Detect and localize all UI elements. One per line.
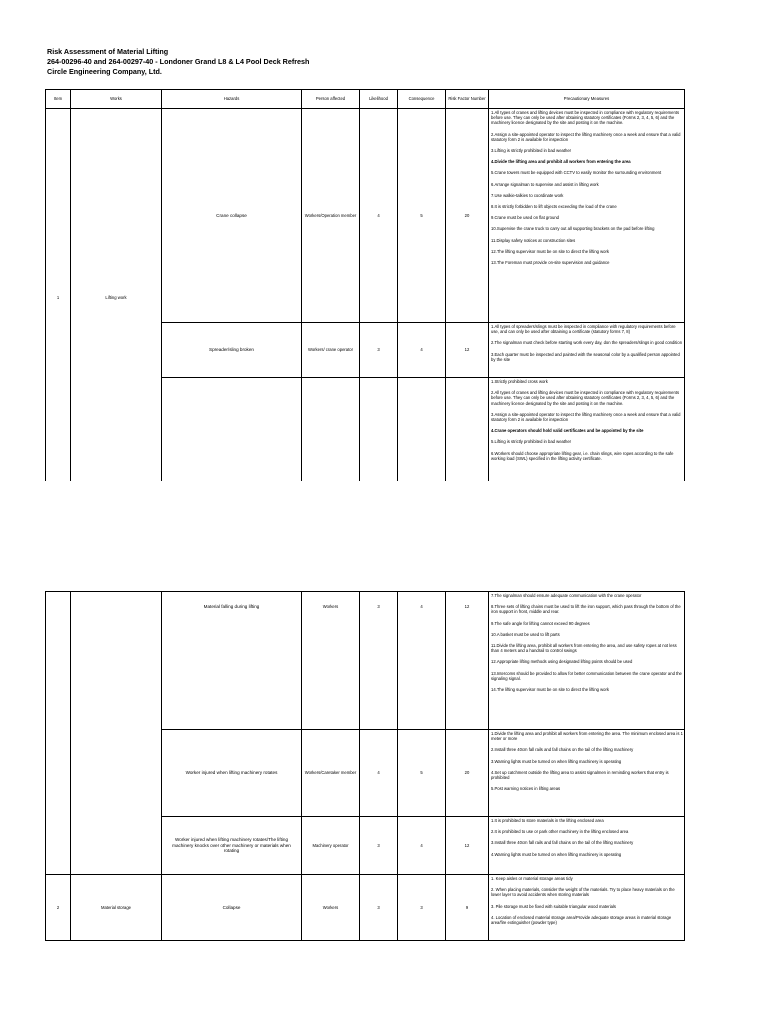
item-number <box>46 592 71 875</box>
likelihood-cell <box>360 378 398 488</box>
doc-project: 264-00296-40 and 264-00297-40 - Londoner Grand L8 & L4 Pool Deck Refresh <box>47 57 310 66</box>
consequence-cell: 5 <box>398 730 446 817</box>
measure-item: 12.Appropriate lifting methods using designated lifting points should be used <box>491 659 633 665</box>
page-break <box>0 481 768 591</box>
col-hazards: Hazards <box>162 90 302 109</box>
measure-item: 10.A basket must be used to lift parts <box>491 631 560 637</box>
measure-item: 11.Display safety notices at construction sites <box>491 237 576 243</box>
measures-cell <box>489 730 685 817</box>
measure-item: 14.The lifting supervisor must be on site to direct the lifting work <box>491 687 610 693</box>
table-row <box>46 592 685 730</box>
likelihood-cell: 3 <box>360 817 398 875</box>
measure-item: 7.Use walkie-talkies to coordinate work <box>491 192 564 198</box>
consequence-cell: 4 <box>398 592 446 730</box>
measure-item: 1.It is prohibited to store materials in the lifting enclosed area <box>491 818 604 823</box>
hazard-cell: Worker injured when lifting machinery rotates/The lifting machinery knocks over other machinery or materials when rotating <box>162 817 302 875</box>
measure-item: 4.Crane operators should hold valid certificates and be appointed by the site <box>491 428 644 434</box>
risk-cell: 20 <box>446 730 489 817</box>
measure-item: 10.Supervise the crane truck to carry out all supporting brackets on the pad before lifting <box>491 226 655 232</box>
measure-item: 2.It is prohibited to use or park other machinery in the lifting enclosed area <box>491 829 629 835</box>
doc-company: Circle Engineering Company, Ltd. <box>47 67 162 76</box>
measure-item: 9.The safe angle for lifting cannot exceed 90 degrees <box>491 620 590 626</box>
col-item: Item <box>46 90 71 109</box>
measure-item: 2. When placing materials, consider the weight of the materials. Try to place heavy materials on the lower layer to avoid accidents when storing materials <box>491 887 675 898</box>
measure-item: 5.Post warning notices in lifting areas <box>491 786 561 792</box>
measure-item: 3.Warning lights must be turned on when lifting machinery is operating <box>491 758 622 764</box>
measure-item: 1. Keep aisles or material storage areas tidy <box>491 876 573 881</box>
measure-item: 6.Workers should choose appropriate lifting gear, i.e. chain slings, wire ropes according to the safe working load (SWL) specified in the lifting activity certificate. <box>491 450 674 461</box>
measures-cell <box>489 817 685 875</box>
measure-item: 7.The signalman should ensure adequate communication with the crane operator <box>491 593 642 598</box>
doc-title: Risk Assessment of Material Lifting <box>47 47 169 56</box>
measures-cell <box>489 875 685 941</box>
measure-item: 3.Each quarter must be inspected and painted with the seasonal color by a qualified person appointed by the site <box>491 351 680 362</box>
measure-item: 8.Three sets of lifting chains must be used to lift the iron support, which pass through the bottom of the iron support in front, middle and rear. <box>491 604 681 615</box>
table-row <box>46 109 685 323</box>
col-works: Works <box>71 90 162 109</box>
consequence-cell: 3 <box>398 875 446 941</box>
hazard-cell: Spreader/sling broken <box>162 323 302 378</box>
measure-item: 4.Set up catchment outside the lifting area to assist signalmen in reminding workers that entry is prohibited <box>491 769 669 781</box>
measure-item: 3. Pile storage must be fixed with suitable triangular wood materials <box>491 903 616 909</box>
risk-cell: 20 <box>446 109 489 323</box>
measure-item: 2.Install three 40cm fall rails and fall chains on the tail of the lifting machinery <box>491 747 634 753</box>
measure-item: 13.The Foreman must provide on-site supervision and guidance <box>491 260 610 266</box>
hazard-cell: Collapse <box>162 875 302 941</box>
measure-item: 5.Crane towers must be equipped with CCTV to easily monitor the surrounding environment <box>491 170 662 176</box>
risk-cell <box>446 378 489 488</box>
measure-item: 5.Lifting is strictly prohibited in bad weather <box>491 439 572 445</box>
col-consequence: Consequence <box>398 90 446 109</box>
consequence-cell: 5 <box>398 109 446 323</box>
measure-item: 2.All types of cranes and lifting devices must be inspected in compliance with regulatory requirements before use. They can only be used after obtaining statutory certificates (Forms 2, 3, 4, 5, 6) and the machinery licence designated by the site and posting it on the machine. <box>491 390 680 406</box>
col-likelihood: Likelihood <box>360 90 398 109</box>
table-row <box>46 875 685 941</box>
works-cell: Lifting work <box>71 109 162 488</box>
risk-cell: 12 <box>446 592 489 730</box>
persons-cell: Workers/ crane operator <box>302 323 360 378</box>
hazard-cell: Material falling during lifting <box>162 592 302 730</box>
measure-item: 3.Lifting is strictly prohibited in bad weather <box>491 148 572 154</box>
measure-item: 13.Intercoms should be provided to allow for better communication between the crane operator and the signaling signal. <box>491 670 682 681</box>
measures-cell <box>489 378 685 488</box>
risk-cell: 9 <box>446 875 489 941</box>
col-measures: Precautionary Measures <box>489 90 685 109</box>
persons-cell: Workers/Caretaker member <box>302 730 360 817</box>
measure-item: 11.Divide the lifting area, prohibit all workers from entering the area, and use safety ropes at not less than 4 meters and a handrail to control swings <box>491 643 677 654</box>
measure-item: 2.The signalman must check before starting work every day, don the spreaders/slings in good condition <box>491 340 683 346</box>
risk-table-page1 <box>45 89 685 488</box>
risk-cell: 12 <box>446 323 489 378</box>
risk-table-page2 <box>45 591 685 941</box>
measure-item: 3.Install three 40cm fall rails and fall chains on the tail of the lifting machinery <box>491 840 634 846</box>
measure-item: 4.Warning lights must be turned on when lifting machinery is operating <box>491 851 622 857</box>
measure-item: 1.Divide the lifting area and prohibit all workers from entering the area. The minimum enclosed area is 1 meter or more <box>491 731 683 742</box>
likelihood-cell: 3 <box>360 875 398 941</box>
col-risk: Risk Factor Number <box>446 90 489 109</box>
persons-cell: Workers <box>302 875 360 941</box>
measure-item: 12.The lifting supervisor must be on site to direct the lifting work <box>491 248 610 254</box>
hazard-cell: Worker injured when lifting machinery rotates <box>162 730 302 817</box>
measure-item: 4.Divide the lifting area and prohibit all workers from entering the area <box>491 159 631 165</box>
persons-cell: Workers/Operation member <box>302 109 360 323</box>
measure-item: 1.All types of cranes and lifting devices must be inspected in compliance with regulatory requirements before use. They can only be used after obtaining statutory certificates (Forms 2, 3, 4, 5, 6) and the machinery licence designated by the site and posting it on the machine. <box>491 110 680 126</box>
measure-item: 3.Assign a site-appointed operator to inspect the lifting machinery once a week and ensure that a valid statutory form 2 is available for inspection <box>491 411 681 423</box>
measures-cell <box>489 109 685 323</box>
persons-cell <box>302 378 360 488</box>
measures-cell <box>489 592 685 730</box>
hazard-cell: Crane collapse <box>162 109 302 323</box>
measure-item: 1.Strictly prohibited cross work <box>491 379 548 384</box>
item-number: 1 <box>46 109 71 488</box>
likelihood-cell: 4 <box>360 109 398 323</box>
consequence-cell: 4 <box>398 323 446 378</box>
table-header-row <box>46 90 685 109</box>
likelihood-cell: 4 <box>360 730 398 817</box>
likelihood-cell: 3 <box>360 323 398 378</box>
persons-cell: Workers <box>302 592 360 730</box>
risk-cell: 12 <box>446 817 489 875</box>
likelihood-cell: 3 <box>360 592 398 730</box>
consequence-cell <box>398 378 446 488</box>
consequence-cell: 4 <box>398 817 446 875</box>
measures-cell <box>489 323 685 378</box>
measure-item: 2.Assign a site-appointed operator to inspect the lifting machinery once a week and ensure that a valid statutory form 2 is available for inspection <box>491 131 681 142</box>
measure-item: 8.It is strictly forbidden to lift objects exceeding the load of the crane <box>491 204 617 210</box>
item-number: 2 <box>46 875 71 941</box>
measure-item: 1.All types of spreaders/slings must be inspected in compliance with regulatory requirements before use, and can only be used after obtaining a certificate (statutory forms 7, 8) <box>491 324 676 335</box>
works-cell <box>71 592 162 875</box>
works-cell: Material storage <box>71 875 162 941</box>
measure-item: 9.Crane must be used on flat ground <box>491 215 559 221</box>
measure-item: 6.Arrange signalman to supervise and assist in lifting work <box>491 181 599 187</box>
persons-cell: Machinery operator <box>302 817 360 875</box>
measure-item: 4. Location of enclosed material storage area/Provide adequate storage areas in material storage area/fire extinguisher (powder type) <box>491 914 672 926</box>
col-persons: Person affected <box>302 90 360 109</box>
hazard-cell <box>162 378 302 488</box>
